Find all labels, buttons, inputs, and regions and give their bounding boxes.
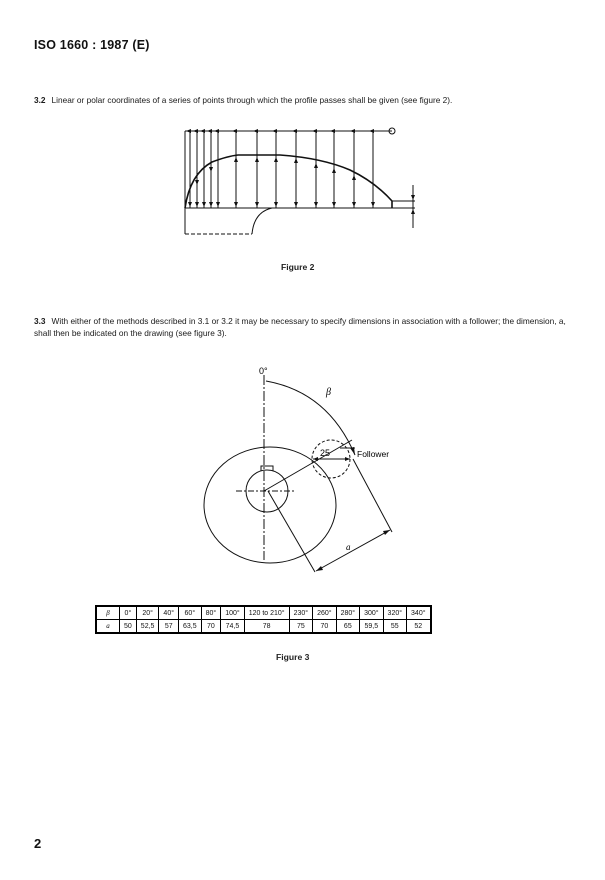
table-cell: 59,5	[360, 620, 383, 634]
zero-degree-label: 0°	[259, 366, 268, 376]
table-cell: 300°	[360, 606, 383, 620]
table-cell: 78	[244, 620, 289, 634]
table-cell: 40°	[159, 606, 179, 620]
dimension-a-label: a	[346, 542, 351, 552]
table-cell: 63,5	[179, 620, 202, 634]
table-row-a	[96, 620, 431, 634]
figure-2-caption: Figure 2	[281, 262, 315, 272]
section-text: With either of the methods described in 3.1 or 3.2 it may be necessary to specify dimensions in association with a follower; the dimension, a, shall then be indicated on the drawing (see figure 3).	[34, 316, 566, 338]
beta-a-table	[95, 605, 432, 634]
table-cell: 50	[120, 620, 137, 634]
table-cell: 120 to 210°	[244, 606, 289, 620]
dimension-25-label: 25	[320, 448, 331, 458]
table-cell: 80°	[201, 606, 221, 620]
row-label-beta: β	[96, 606, 120, 620]
table-cell: 74,5	[221, 620, 244, 634]
table-cell: 0°	[120, 606, 137, 620]
table-cell: 52	[407, 620, 431, 634]
table-cell: 60°	[179, 606, 202, 620]
table-cell: 100°	[221, 606, 244, 620]
table-cell: 65	[336, 620, 359, 634]
table-cell: 320°	[383, 606, 406, 620]
table-cell: 52,5	[136, 620, 159, 634]
table-cell: 57	[159, 620, 179, 634]
section-text: Linear or polar coordinates of a series of points through which the profile passes shall be given (see figure 2).	[51, 95, 453, 105]
table-cell: 280°	[336, 606, 359, 620]
table-cell: 75	[289, 620, 312, 634]
beta-label: β	[326, 387, 331, 398]
row-label-a: a	[96, 620, 120, 634]
table-cell: 55	[383, 620, 406, 634]
table-cell: 20°	[136, 606, 159, 620]
section-number: 3.2	[34, 95, 46, 105]
table-cell: 340°	[407, 606, 431, 620]
page-header: ISO 1660 : 1987 (E)	[34, 38, 150, 52]
table-cell: 230°	[289, 606, 312, 620]
table-row-beta	[96, 606, 431, 620]
section-number: 3.3	[34, 316, 46, 326]
table-cell: 260°	[313, 606, 336, 620]
table-cell: 70	[201, 620, 221, 634]
figure-3-caption: Figure 3	[276, 652, 310, 662]
follower-label: Follower	[357, 449, 390, 459]
table-cell: 70	[313, 620, 336, 634]
page-number: 2	[34, 836, 42, 851]
